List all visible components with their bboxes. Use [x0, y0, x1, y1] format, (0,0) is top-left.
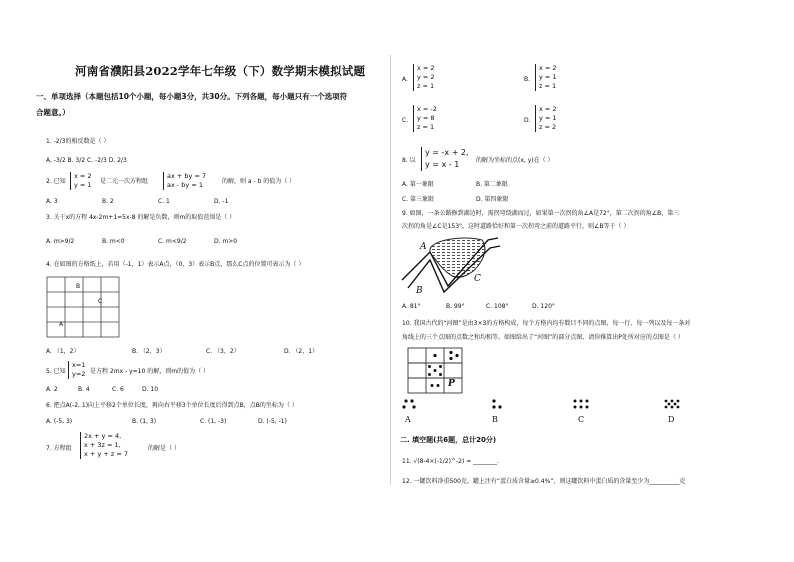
question-5-option-b: B. 4	[78, 386, 90, 393]
question-4-option-d: D. （2，1）	[284, 348, 319, 355]
question-6-option-b: B. (1, 3)	[132, 418, 157, 425]
question-3-option-d: D. m>0	[214, 238, 238, 245]
question-7-option-b-label: B.	[524, 76, 531, 83]
question-4-stem: 4. 在如图的方格纸上，若用（-1，1）表示A点，（0，3）表示B点，那么C点的位置可表示为（ ）	[46, 261, 305, 268]
question-3-stem: 3. 关于x的方程 4x-2m+1=5x-8 的解是负数，则m的取值范围是（ ）	[46, 214, 236, 221]
question-7-option-d-label: D.	[524, 117, 531, 124]
question-2-equation-system	[163, 172, 206, 190]
question-8-option-b: B. 第二象限	[476, 181, 508, 188]
equation: y = 1	[74, 181, 92, 189]
question-7-option-d	[535, 105, 557, 132]
equation: y=2	[72, 370, 86, 378]
question-2-solution-system	[70, 172, 92, 190]
question-8-prefix: 8. 以	[402, 157, 416, 164]
hetu-grid	[408, 348, 462, 393]
question-1-options: A. -3/2 B. 3/2 C. -2/3 D. 2/3	[46, 157, 127, 164]
question-10-option-b: B	[492, 415, 498, 424]
question-5-solution-system	[68, 361, 85, 379]
equation: y = 1	[539, 114, 557, 122]
equation: x + 3z = 1,	[84, 441, 121, 449]
grid-figure	[47, 277, 119, 337]
question-7-option-c-label: C.	[402, 117, 409, 124]
question-2-mid: 是二元一次方程组	[100, 178, 149, 185]
question-10-option-c: C	[578, 415, 585, 424]
question-4-option-a: A. （1，2）	[46, 348, 80, 355]
question-6-option-a: A. (-5, 3)	[46, 418, 73, 425]
question-4-option-b: B. （2，3）	[132, 348, 166, 355]
equation: y = -x + 2,	[425, 148, 469, 157]
question-8-option-a: A. 第一象限	[402, 181, 434, 188]
question-9-line-1: 9. 如图，一条公路修到湖边时，需拐弯绕湖而过，如果第一次拐的角∠A是72°，第二次拐的角∠B，第三	[402, 210, 680, 217]
equation: x=1	[72, 361, 86, 369]
question-9-option-c: C. 108°	[486, 303, 509, 310]
question-11-text: 11. √(8-4×(-1/2)^-2) = ________.	[402, 458, 500, 465]
equation: x = 2	[74, 172, 92, 180]
equation: x = 2	[417, 64, 435, 72]
column-divider	[390, 55, 391, 485]
question-2-prefix: 2. 已知	[46, 178, 66, 185]
question-5-option-d: D. 10	[142, 386, 159, 393]
question-7-equation-system	[80, 432, 128, 459]
question-7-prefix: 7. 方程组	[46, 445, 72, 452]
option-dot-patterns	[402, 398, 702, 410]
point-a-label: A	[59, 321, 64, 328]
equation: ax + by = 7	[167, 172, 207, 180]
question-6-option-d: D. (-5, -1)	[258, 418, 287, 425]
question-10-option-d: D	[668, 415, 675, 424]
question-7-suffix: 的解是（ ）	[148, 445, 180, 452]
equation: y = 8	[417, 114, 435, 122]
equation: y = 2	[417, 73, 435, 81]
question-3-option-b: B. m<0	[102, 238, 125, 245]
question-9-figure	[402, 236, 502, 298]
question-10-line-2: 角线上的三个点图的点数之和均相等。如图给出了“河图”的部分点图，请你推算出P处所对应的点图是（ ）	[402, 334, 684, 341]
equation: z = 1	[417, 82, 435, 90]
question-12-text: 12. 一罐饮料净重500克，罐上注有“蛋白质含量≥0.4%”，则这罐饮料中蛋白质的含量至少为__________克	[402, 478, 686, 485]
equation: z = 1	[417, 123, 435, 131]
equation: y = x - 1	[425, 160, 460, 169]
equation: x = 2	[539, 105, 557, 113]
question-6-stem: 6. 把点A(-2, 1)向上平移2个单位长度，再向右平移3个单位长度后得到点B，点B的坐标为（ ）	[46, 402, 298, 409]
question-5-prefix: 5. 已知	[46, 368, 66, 375]
equation: ax - by = 1	[167, 181, 203, 189]
question-8-suffix: 的解为坐标的点(x, y)在（ ）	[476, 157, 554, 164]
section-one-heading-cont: 合题意。）	[36, 108, 70, 117]
equation: z = 2	[539, 123, 557, 131]
question-7-option-a-label: A.	[402, 76, 408, 83]
page-title: 河南省濮阳县2022学年七年级（下）数学期末模拟试题	[75, 64, 366, 78]
question-9-option-b: B. 99°	[446, 303, 465, 310]
question-2-option-c: C. 1	[158, 198, 170, 205]
question-8-option-d: D. 第四象限	[476, 196, 509, 203]
question-2-suffix: 的解，则 a - b 的值为（ ）	[222, 178, 296, 185]
equation: y = 1	[539, 73, 557, 81]
equation: x = 2	[539, 64, 557, 72]
question-5-option-a: A. 2	[46, 386, 58, 393]
equation: x = -2	[417, 105, 437, 113]
question-6-option-c: C. (1, -3)	[200, 418, 227, 425]
question-3-option-a: A. m>9/2	[46, 238, 75, 245]
question-5-option-c: C. 6	[112, 386, 124, 393]
question-9-option-d: D. 120°	[532, 303, 555, 310]
equation: x + y + z = 7	[84, 450, 128, 458]
question-2-option-a: A. 3	[46, 198, 58, 205]
question-10-option-dots	[402, 398, 702, 410]
question-8-equation-system	[421, 147, 469, 171]
angle-c-label: C	[474, 274, 481, 284]
equation: 2x + y = 4,	[84, 432, 122, 440]
section-one-heading: 一、单项选择（本题包括10个小题，每小题3分，共30分。下列各题，每小题只有一个选项符	[36, 92, 348, 101]
question-8-option-c: C. 第三象限	[402, 196, 435, 203]
question-7-option-a	[413, 64, 435, 91]
question-10-option-a: A	[405, 415, 411, 424]
point-b-label: B	[76, 283, 81, 290]
question-7-option-c	[413, 105, 437, 132]
angle-b-label: B	[416, 286, 423, 296]
question-7-option-b	[535, 64, 557, 91]
p-cell-label: P	[448, 379, 455, 389]
question-4-option-c: C. （3，2）	[206, 348, 240, 355]
question-3-option-c: C. m<9/2	[158, 238, 187, 245]
question-1-stem: 1. -2/3的相反数是（ ）	[46, 138, 110, 145]
question-5-suffix: 是方程 2mx - y=10 的解，则m的值为（ ）	[90, 368, 209, 375]
question-9-option-a: A. 81°	[402, 303, 421, 310]
question-9-line-2: 次拐的角是∠C是153°，这时道路恰好和第一次拐弯之前的道路平行，则∠B等于（ ）	[402, 223, 630, 230]
angle-a-label: A	[420, 242, 427, 252]
point-c-label: C	[98, 298, 103, 305]
question-2-option-d: D. -1	[214, 198, 229, 205]
question-2-option-b: B. 2	[102, 198, 114, 205]
question-10-line-1: 10. 我国古代的“河图”是由3×3的方格构成，每个方格内均有数目不同的点图，每一行、每一列以及每一条对	[402, 320, 691, 327]
question-4-grid	[47, 277, 119, 337]
section-two-heading: 二. 填空题(共6题，总计20分)	[400, 436, 497, 444]
equation: z = 1	[539, 82, 557, 90]
